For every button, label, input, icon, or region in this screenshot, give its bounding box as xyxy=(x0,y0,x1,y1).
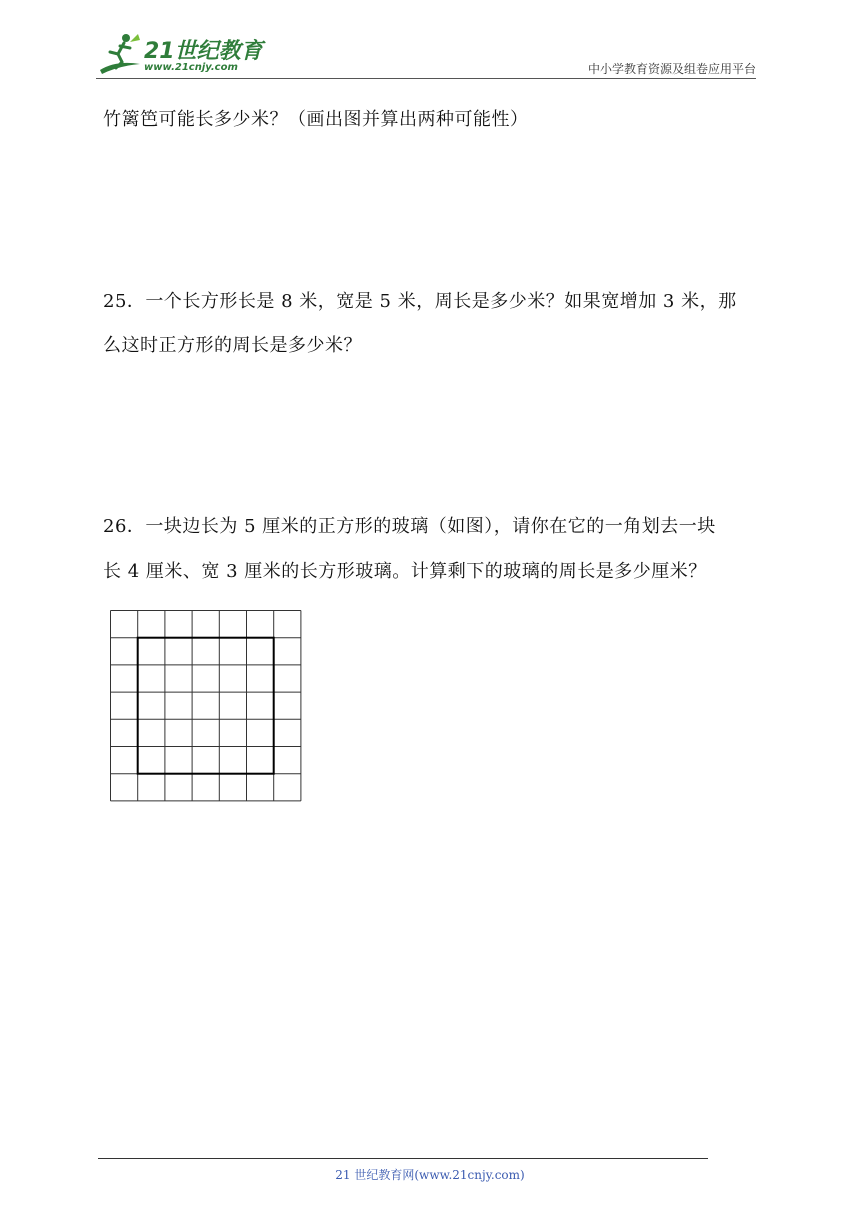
question-25-line-2: 么这时正方形的周长是多少米？ xyxy=(103,335,362,356)
logo-text: 21世纪教育 xyxy=(144,39,263,64)
question-24-tail: 竹篱笆可能长多少米？（画出图并算出两种可能性） xyxy=(103,109,529,130)
runner-logo-icon xyxy=(96,30,144,76)
header-divider xyxy=(96,78,756,79)
question-26-line-2: 长 4 厘米、宽 3 厘米的长方形玻璃。计算剩下的玻璃的周长是多少厘米？ xyxy=(103,561,707,582)
footer-divider xyxy=(98,1158,708,1159)
glass-square xyxy=(138,638,274,774)
footer-text: 21 世纪教育网(www.21cnjy.com) xyxy=(335,1168,525,1182)
logo-url: www.21cnjy.com xyxy=(144,62,238,73)
page-header xyxy=(96,30,756,80)
question-25-line-1: 25．一个长方形长是 8 米，宽是 5 米，周长是多少米？如果宽增加 3 米，那 xyxy=(103,291,737,312)
grid-svg xyxy=(110,610,302,803)
glass-grid-figure xyxy=(110,610,302,803)
logo xyxy=(96,30,266,78)
header-platform-text: 中小学教育资源及组卷应用平台 xyxy=(587,62,756,76)
question-26-line-1: 26．一块边长为 5 厘米的正方形的玻璃（如图），请你在它的一角划去一块 xyxy=(103,516,716,537)
